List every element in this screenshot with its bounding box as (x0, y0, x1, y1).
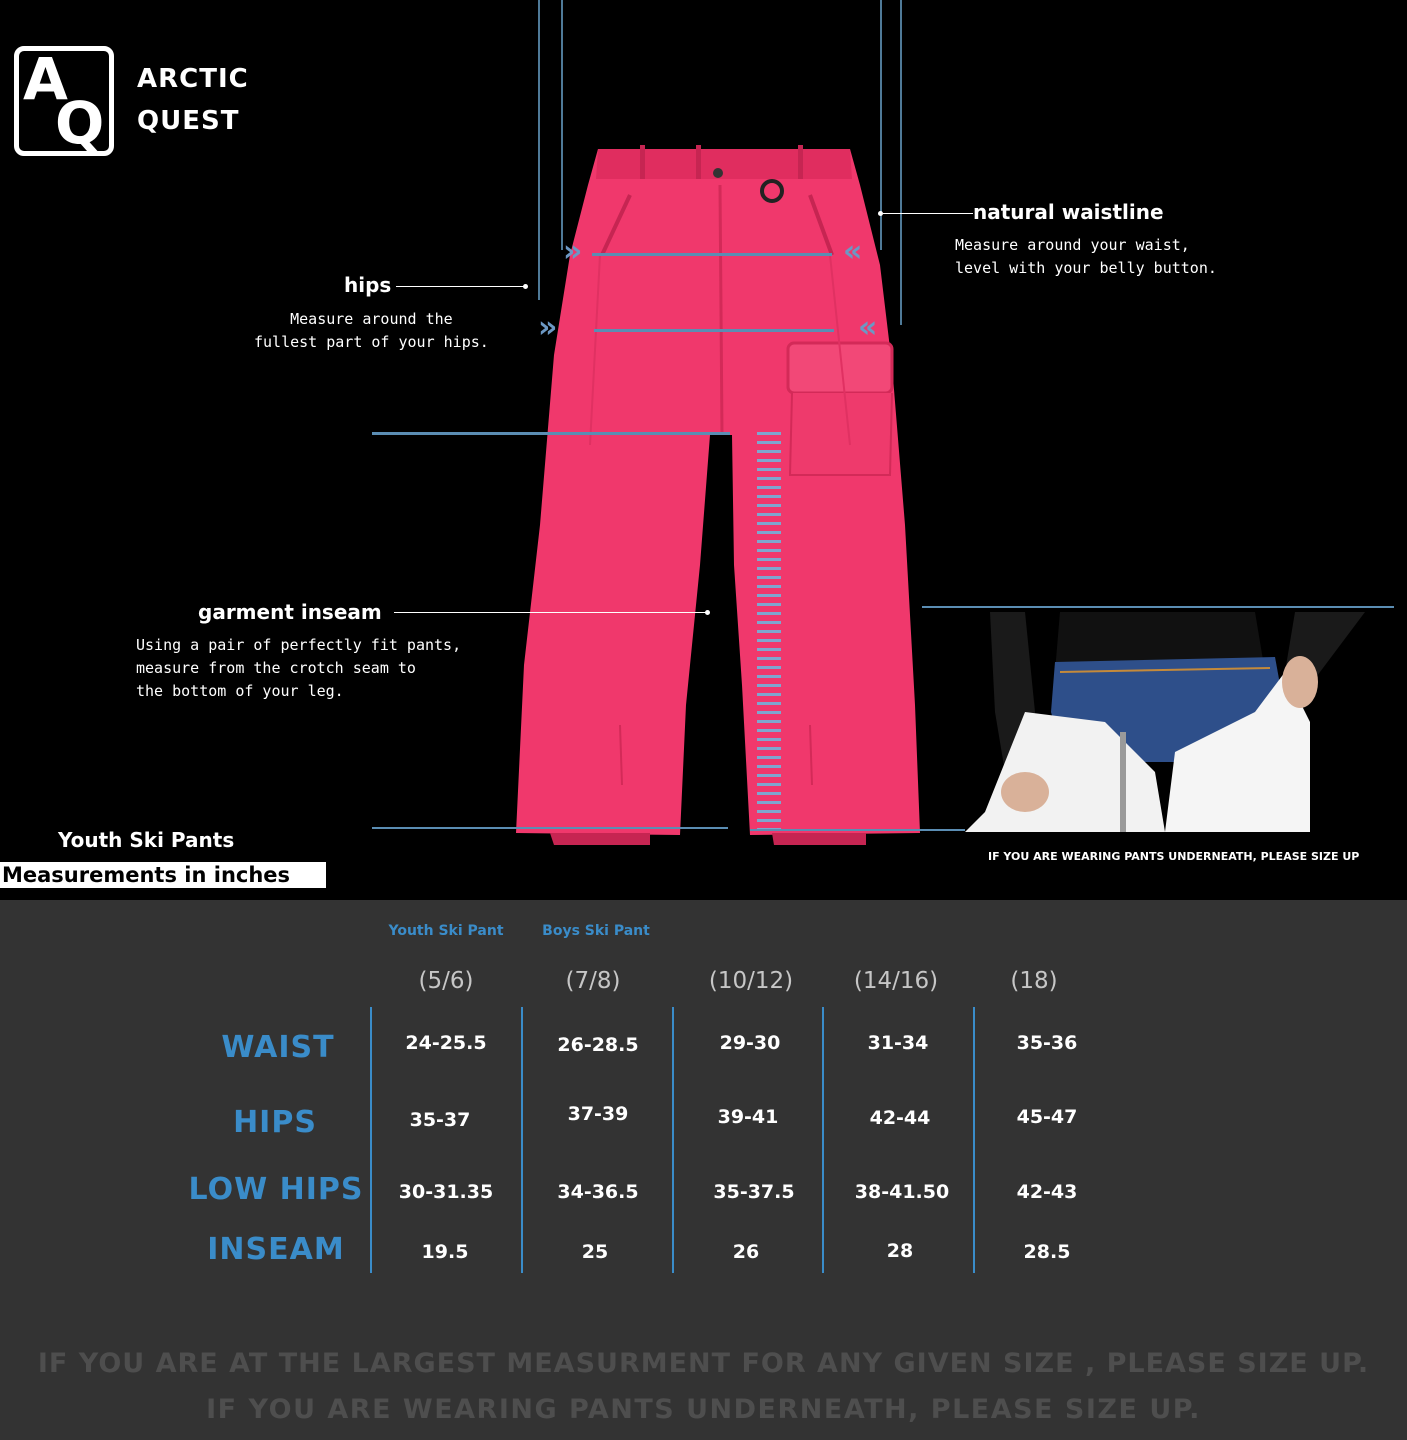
table-cell: 19.5 (421, 1241, 469, 1263)
column-size-3: (10/12) (708, 968, 794, 994)
waist-description: Measure around your waist, level with your belly button. (955, 236, 1217, 277)
logo-letter-a: A (23, 45, 68, 113)
table-cell: 38-41.50 (854, 1181, 950, 1203)
row-label-waist: WAIST (221, 1030, 335, 1065)
table-cell: 29-30 (719, 1032, 781, 1054)
hips-arrow-right-icon: « (858, 310, 878, 345)
hem-line-left (372, 827, 728, 829)
column-category-2: Boys Ski Pant (542, 923, 650, 939)
column-divider (672, 1007, 674, 1273)
column-size-2: (7/8) (565, 968, 621, 994)
brand-name-line1: ARCTIC (137, 64, 249, 94)
row-label-hips: HIPS (233, 1105, 317, 1140)
product-title: Youth Ski Pants (58, 828, 235, 852)
layering-photo (965, 612, 1395, 832)
brand-logo (14, 46, 114, 156)
footnote-size-up: IF YOU ARE AT THE LARGEST MEASURMENT FOR ANY GIVEN SIZE , PLEASE SIZE UP. (37, 1348, 1370, 1379)
table-cell: 45-47 (1016, 1106, 1078, 1128)
column-divider (973, 1007, 975, 1273)
table-cell: 35-37 (409, 1109, 471, 1131)
column-divider (521, 1007, 523, 1273)
inseam-label: garment inseam (198, 600, 382, 624)
table-cell: 30-31.35 (398, 1181, 494, 1203)
inseam-description: Using a pair of perfectly fit pants, measure from the crotch seam to the bottom of your leg. (136, 636, 462, 700)
column-size-5: (18) (1010, 968, 1058, 994)
hips-measure-line (594, 329, 834, 332)
waist-leader-line (883, 213, 973, 214)
waist-arrow-right-icon: « (843, 234, 863, 269)
table-cell: 35-37.5 (713, 1181, 795, 1203)
hips-leader-line (396, 286, 524, 287)
row-label-low-hips: LOW HIPS (188, 1172, 364, 1207)
table-cell: 24-25.5 (405, 1032, 487, 1054)
table-cell: 26-28.5 (557, 1034, 639, 1056)
crotch-line (372, 432, 730, 435)
hips-leader-dot (523, 284, 528, 289)
row-label-inseam: INSEAM (207, 1232, 345, 1267)
table-cell: 42-44 (869, 1107, 931, 1129)
column-size-4: (14/16) (853, 968, 939, 994)
table-cell: 35-36 (1016, 1032, 1078, 1054)
table-cell: 31-34 (867, 1032, 929, 1054)
table-cell: 25 (581, 1241, 609, 1263)
column-divider (822, 1007, 824, 1273)
logo-letter-q: Q (55, 89, 105, 157)
waist-label: natural waistline (973, 200, 1164, 224)
photo-top-line (922, 606, 1394, 608)
waist-measure-line (592, 253, 832, 256)
column-size-1: (5/6) (418, 968, 474, 994)
hips-description: Measure around the fullest part of your hips. (254, 310, 489, 351)
table-cell: 26 (732, 1241, 760, 1263)
waist-arrow-left-icon: » (563, 234, 583, 269)
table-cell: 28.5 (1023, 1241, 1071, 1263)
column-category-1: Youth Ski Pant (388, 923, 504, 939)
table-cell: 39-41 (717, 1106, 779, 1128)
hips-arrow-left-icon: » (538, 310, 558, 345)
table-cell: 37-39 (567, 1103, 629, 1125)
footnote-layering: IF YOU ARE WEARING PANTS UNDERNEATH, PLEASE SIZE UP. (206, 1394, 1201, 1425)
table-cell: 34-36.5 (557, 1181, 639, 1203)
photo-note: IF YOU ARE WEARING PANTS UNDERNEATH, PLEASE SIZE UP (988, 850, 1360, 863)
inseam-leader-line (394, 612, 706, 613)
table-cell: 42-43 (1016, 1181, 1078, 1203)
inseam-measure-line (752, 432, 786, 832)
brand-name-line2: QUEST (137, 106, 240, 136)
hips-label: hips (344, 273, 392, 297)
units-badge: Measurements in inches (0, 862, 326, 888)
inseam-leader-dot (705, 610, 710, 615)
table-cell: 28 (886, 1240, 914, 1262)
